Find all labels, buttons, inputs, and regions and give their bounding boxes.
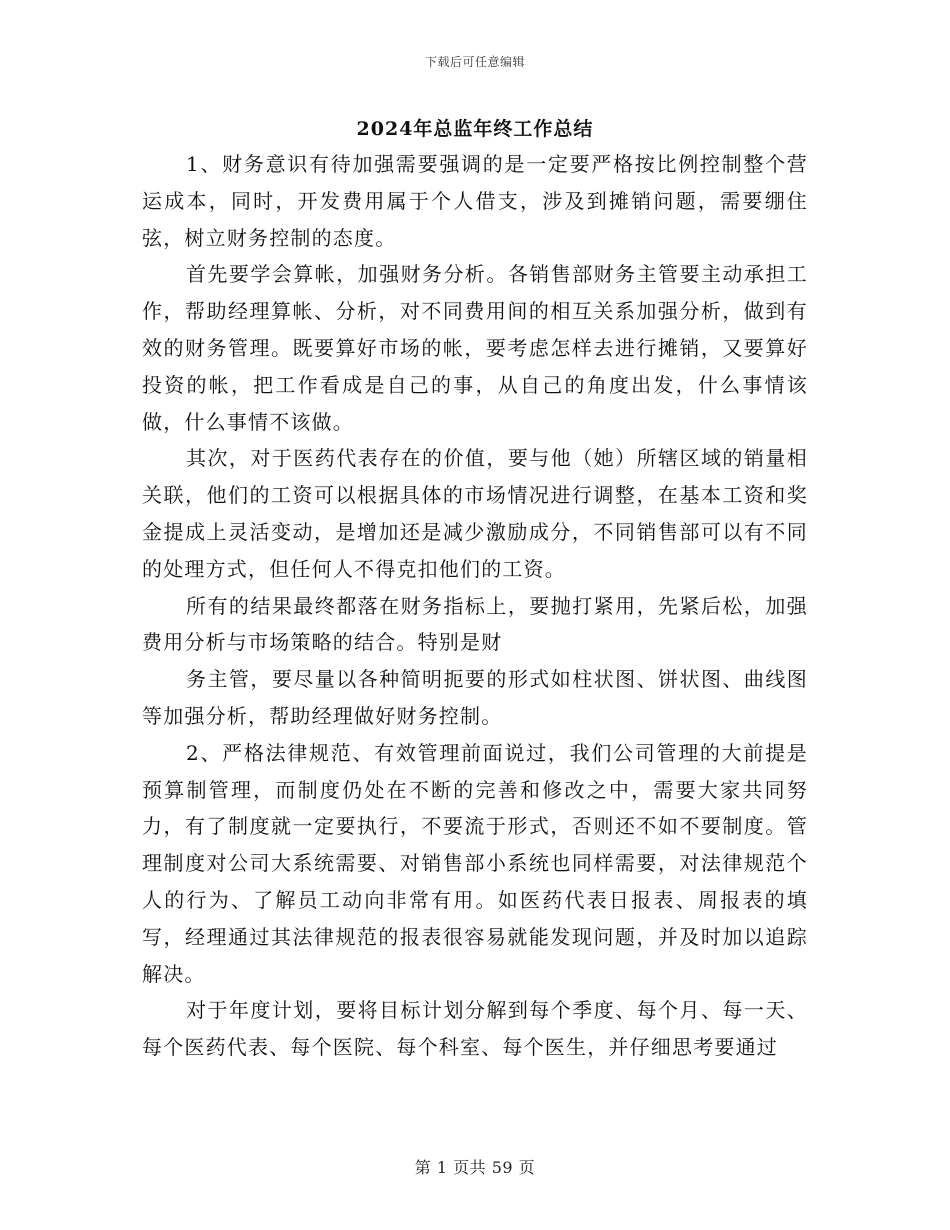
paragraph-6: 2、严格法律规范、有效管理前面说过，我们公司管理的大前提是预算制管理，而制度仍处在不断的完善和修改之中，需要大家共同努力，有了制度就一定要执行，不要流于形式，否则还不如不要制度。管理制度对公司大系统需要、对销售部小系统也同样需要，对法律规范个人的行为、了解员工动向非常有用。如医药代表日报表、周报表的填写，经理通过其法律规范的报表很容易就能发现问题，并及时加以追踪解决。 (142, 740, 808, 986)
document-title: 2024年总监年终工作总结 (356, 118, 594, 140)
page-number: 第 1 页共 59 页 (414, 1158, 536, 1177)
paragraph-2: 首先要学会算帐，加强财务分析。各销售部财务主管要主动承担工作，帮助经理算帐、分析，对不同费用间的相互关系加强分析，做到有效的财务管理。既要算好市场的帐，要考虑怎样去进行摊销，又要算好投资的帐，把工作看成是自己的事，从自己的角度出发，什么事情该做，什么事情不该做。 (142, 262, 808, 434)
paragraph-5: 务主管，要尽量以各种简明扼要的形式如柱状图、饼状图、曲线图等加强分析，帮助经理做好财务控制。 (142, 667, 808, 728)
page-header-note: 下载后可任意编辑 (424, 55, 525, 69)
paragraph-1: 1、财务意识有待加强需要强调的是一定要严格按比例控制整个营运成本，同时，开发费用属于个人借支，涉及到摊销问题，需要绷住弦，树立财务控制的态度。 (142, 152, 808, 250)
paragraph-4: 所有的结果最终都落在财务指标上，要抛打紧用，先紧后松，加强费用分析与市场策略的结合。特别是财 (142, 593, 808, 655)
document-body (142, 146, 808, 1066)
paragraph-3: 其次，对于医药代表存在的价值，要与他（她）所辖区域的销量相关联，他们的工资可以根据具体的市场情况进行调整，在基本工资和奖金提成上灵活变动，是增加还是减少激励成分，不同销售部可以有不同的处理方式，但任何人不得克扣他们的工资。 (142, 446, 808, 581)
paragraph-7: 对于年度计划，要将目标计划分解到每个季度、每个月、每一天、每个医药代表、每个医院、每个科室、每个医生，并仔细思考要通过 (142, 998, 808, 1060)
